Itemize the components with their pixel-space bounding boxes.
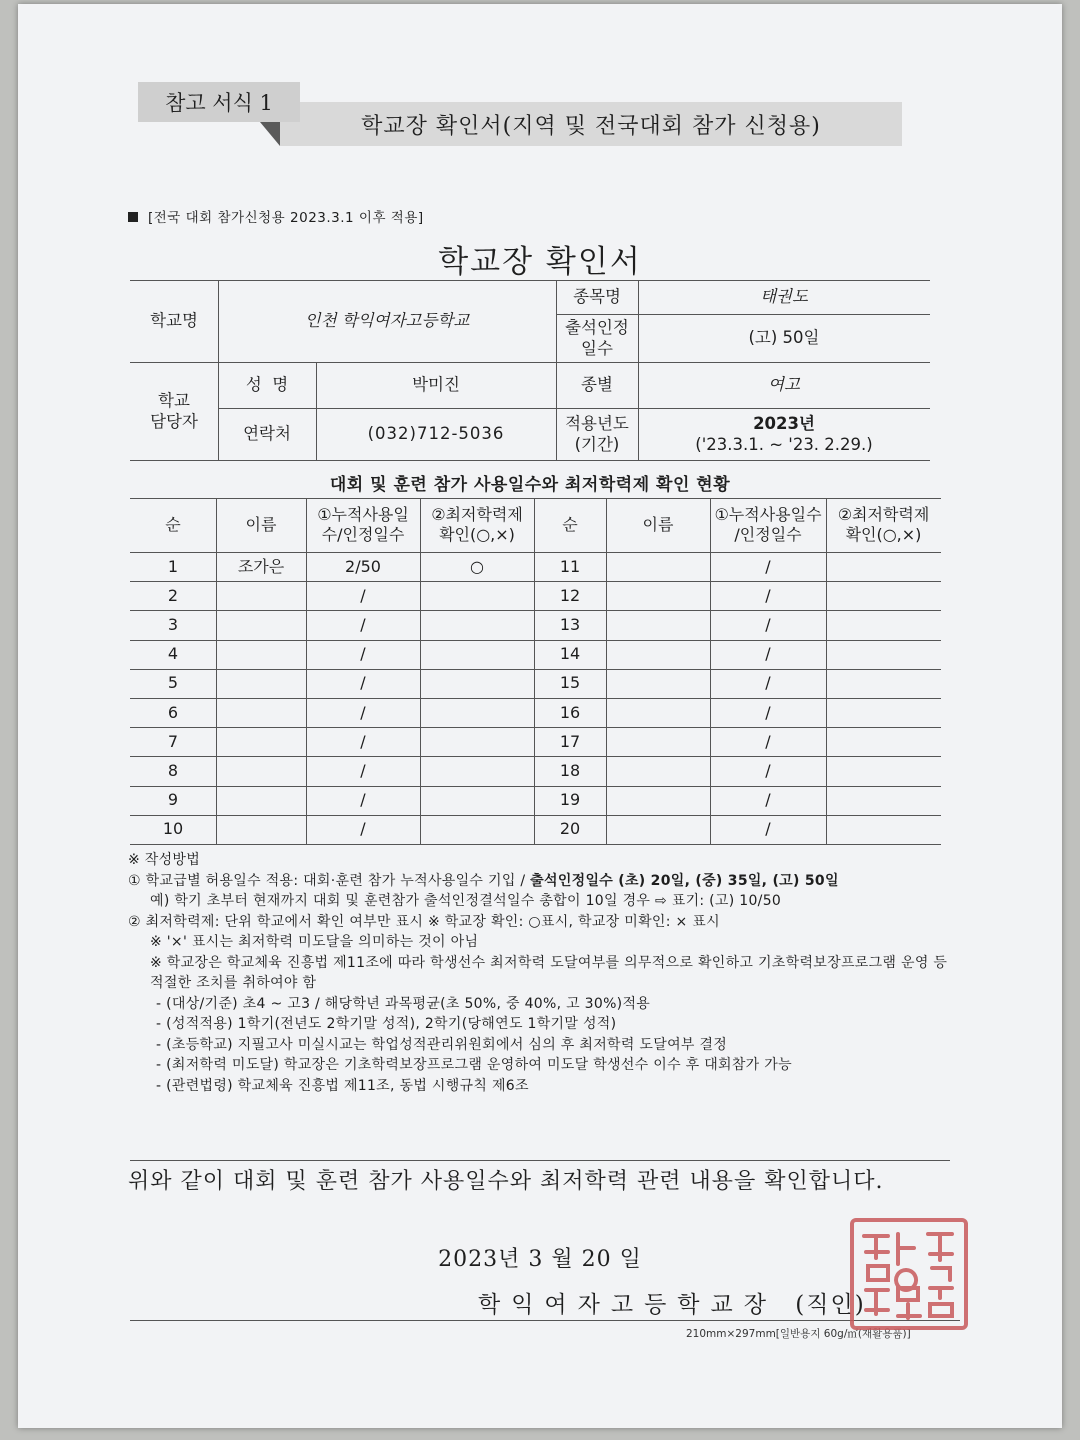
roster-left-days-cell: / [360, 819, 366, 839]
roster-left-no-cell: 6 [167, 702, 179, 722]
footer-divider [130, 1320, 960, 1321]
name-value: 박미진 [412, 375, 460, 395]
phone-value: (032)712-5036 [367, 424, 505, 444]
detail-1: - (대상/기준) 초4 ~ 고3 / 해당학년 과목평균(초 50%, 중 40%, 고 30%)적용 [156, 995, 651, 1012]
roster-left-no-cell: 7 [167, 731, 179, 751]
roster-left-check-cell [420, 786, 534, 815]
roster-right-no-cell: 14 [559, 644, 581, 664]
roster-title: 대회 및 훈련 참가 사용일수와 최저학력제 확인 현황 [329, 475, 731, 495]
roster-left-no-cell: 4 [167, 644, 179, 664]
roster-left-days-cell: 2/50 [345, 556, 381, 576]
note-1-bold: 출석인정일수 (초) 20일, (중) 35일, (고) 50일 [530, 872, 839, 889]
roster-left-no-cell: 10 [162, 819, 184, 839]
roster-left-days-cell: / [360, 585, 366, 605]
paper-spec: 210mm×297mm[일반용지 60g/㎡(재활용품)] [686, 1328, 911, 1340]
header-no: 순 [165, 515, 181, 534]
roster-left-name-cell: 조가은 [237, 556, 285, 576]
attend-value: (고) 50일 [748, 328, 820, 348]
roster-right-name-cell [606, 815, 710, 844]
form-tag: 참고 서식 1 [138, 82, 300, 122]
roster-left-check-cell [420, 727, 534, 756]
roster-right-check-cell [826, 786, 941, 815]
roster-right-days-cell: / [765, 819, 771, 839]
phone-label: 연락처 [243, 424, 291, 444]
roster-right-no-cell: 20 [559, 819, 581, 839]
roster-right-no-cell: 16 [559, 702, 581, 722]
header-no2: 순 [562, 515, 578, 534]
detail-5: - (관련법령) 학교체육 진흥법 제11조, 동법 시행규칙 제6조 [156, 1077, 529, 1094]
roster-left-check-cell [420, 815, 534, 844]
roster-left-check-cell [420, 610, 534, 639]
roster-table [130, 498, 941, 844]
header-days: ①누적사용일 수/인정일수 [317, 505, 409, 544]
roster-right-no-cell: 13 [559, 614, 581, 634]
attend-label: 출석인정 일수 [565, 317, 629, 358]
principal-name: 학익여자고등학교장 [478, 1292, 777, 1318]
roster-line-top [130, 498, 941, 499]
roster-right-check-cell [826, 610, 941, 639]
detail-2: - (성적적용) 1학기(전년도 2학기말 성적), 2학기(당해연도 1학기말 성적) [156, 1016, 617, 1032]
roster-right-name-cell [606, 786, 710, 815]
roster-left-name-cell [216, 610, 306, 639]
roster-left-days-cell: / [360, 614, 366, 634]
roster-left-no-cell: 5 [167, 673, 179, 693]
roster-right-check-cell [826, 581, 941, 610]
roster-left-check-cell [420, 698, 534, 727]
roster-right-name-cell [606, 698, 710, 727]
roster-right-no-cell: 15 [559, 673, 581, 693]
roster-left-check-cell: ○ [470, 556, 484, 576]
notes-heading: ※ 작성방법 [128, 852, 201, 868]
apply-note [128, 206, 424, 226]
roster-right-name-cell [606, 552, 710, 581]
header-check: ②최저학력제 확인(○,×) [431, 505, 523, 544]
note-1 [128, 871, 948, 892]
roster-right-check-cell [826, 669, 941, 698]
roster-right-check-cell [826, 756, 941, 785]
roster-left-check-cell [420, 640, 534, 669]
roster-right-no-cell: 12 [559, 585, 581, 605]
roster-right-days-cell: / [765, 585, 771, 605]
note-2-b: ※ 학교장은 학교체육 진흥법 제11조에 따라 학생선수 최저학력 도달여부를 의무적으로 확인하고 기초학력보장프로그램 운영 등 적절한 조치를 취하여야 함 [150, 954, 948, 991]
doc-title: 학교장 확인서 [438, 244, 642, 280]
year-cell [638, 408, 930, 460]
school-value: 인천 학익여자고등학교 [304, 311, 470, 331]
roster-right-name-cell [606, 610, 710, 639]
roster-left-days-cell: / [360, 790, 366, 810]
note-2-a: ※ '×' 표시는 최저학력 미도달을 의미하는 것이 아님 [150, 934, 479, 950]
note-1-example: 예) 학기 초부터 현재까지 대회 및 훈련참가 출석인정결석일수 총합이 10일 경우 ⇨ 표기: (고) 10/50 [150, 893, 782, 909]
roster-right-check-cell [826, 815, 941, 844]
roster-right-name-cell [606, 727, 710, 756]
roster-right-name-cell [606, 581, 710, 610]
roster-right-name-cell [606, 640, 710, 669]
roster-left-no-cell: 9 [167, 790, 179, 810]
principal-signature [478, 1286, 866, 1319]
roster-left-name-cell [216, 581, 306, 610]
apply-note-text: [전국 대회 참가신청용 2023.3.1 이후 적용] [148, 210, 424, 226]
notes-divider [130, 1160, 950, 1161]
roster-right-days-cell: / [765, 760, 771, 780]
roster-right-check-cell [826, 727, 941, 756]
roster-left-check-cell [420, 581, 534, 610]
roster-right-no-cell: 19 [559, 790, 581, 810]
roster-left-name-cell [216, 786, 306, 815]
roster-left-name-cell [216, 698, 306, 727]
year-label: 적용년도 (기간) [565, 413, 629, 454]
roster-right-check-cell [826, 640, 941, 669]
note-2: ② 최저학력제: 단위 학교에서 확인 여부만 표시 ※ 학교장 확인: ○표시, 학교장 미확인: × 표시 [128, 913, 720, 930]
school-label: 학교명 [150, 311, 198, 331]
roster-right-days-cell: / [765, 731, 771, 751]
roster-right-name-cell [606, 756, 710, 785]
roster-left-no-cell: 3 [167, 614, 179, 634]
roster-left-days-cell: / [360, 731, 366, 751]
roster-right-days-cell: / [765, 790, 771, 810]
tag-triangle-decoration [260, 122, 280, 146]
category-label: 종별 [581, 375, 613, 395]
roster-right-days-cell: / [765, 614, 771, 634]
header-days2: ①누적사용일수 /인정일수 [714, 505, 822, 544]
event-label: 종목명 [573, 287, 621, 307]
form-title: 학교장 확인서(지역 및 전국대회 참가 신청용) [280, 102, 902, 146]
roster-left-check-cell [420, 756, 534, 785]
confirm-statement: 위와 같이 대회 및 훈련 참가 사용일수와 최저학력 관련 내용을 확인합니다. [128, 1169, 884, 1194]
roster-right-days-cell: / [765, 673, 771, 693]
roster-left-name-cell [216, 640, 306, 669]
roster-left-no-cell: 2 [167, 585, 179, 605]
detail-3: - (초등학교) 지필고사 미실시교는 학업성적관리위원회에서 심의 후 최저학력 도달여부 결정 [156, 1036, 728, 1053]
roster-left-name-cell [216, 756, 306, 785]
official-seal-icon [850, 1218, 968, 1330]
roster-left-check-cell [420, 669, 534, 698]
roster-left-name-cell [216, 727, 306, 756]
roster-left-name-cell [216, 815, 306, 844]
seal-mark: (직인) [795, 1292, 866, 1318]
roster-left-no-cell: 1 [167, 556, 179, 576]
roster-left-days-cell: / [360, 644, 366, 664]
roster-left-days-cell: / [360, 673, 366, 693]
roster-right-no-cell: 11 [559, 556, 581, 576]
header-check2: ②최저학력제 확인(○,×) [837, 505, 930, 544]
header-name: 이름 [245, 515, 277, 534]
instructions [128, 850, 948, 1096]
roster-right-check-cell [826, 698, 941, 727]
roster-row-line [130, 844, 941, 845]
header-name2: 이름 [642, 515, 674, 534]
roster-right-no-cell: 17 [559, 731, 581, 751]
roster-right-name-cell [606, 669, 710, 698]
seal-graphic [854, 1222, 964, 1326]
name-label: 성 명 [245, 375, 289, 395]
roster-right-days-cell: / [765, 556, 771, 576]
issue-date: 2023년 3 월 20 일 [438, 1247, 642, 1272]
roster-right-check-cell [826, 552, 941, 581]
bullet-square-icon [128, 212, 138, 222]
year-period: ('23.3.1. ~ '23. 2.29.) [695, 435, 873, 454]
detail-4: - (최저학력 미도달) 학교장은 기초학력보장프로그램 운영하여 미도달 학생선수 이수 후 대회참가 가능 [156, 1057, 792, 1073]
roster-left-no-cell: 8 [167, 760, 179, 780]
roster-right-no-cell: 18 [559, 760, 581, 780]
contact-label: 학교 담당자 [150, 390, 198, 431]
year-value: 2023년 [753, 413, 815, 433]
event-value: 태권도 [760, 287, 808, 307]
document-page [18, 4, 1062, 1428]
roster-right-days-cell: / [765, 644, 771, 664]
roster-left-name-cell [216, 669, 306, 698]
roster-left-days-cell: / [360, 760, 366, 780]
note-1-text: ① 학교급별 허용일수 적용: 대회·훈련 참가 누적사용일수 기입 / [128, 872, 531, 889]
category-value: 여고 [768, 375, 800, 395]
roster-left-days-cell: / [360, 702, 366, 722]
roster-right-days-cell: / [765, 702, 771, 722]
